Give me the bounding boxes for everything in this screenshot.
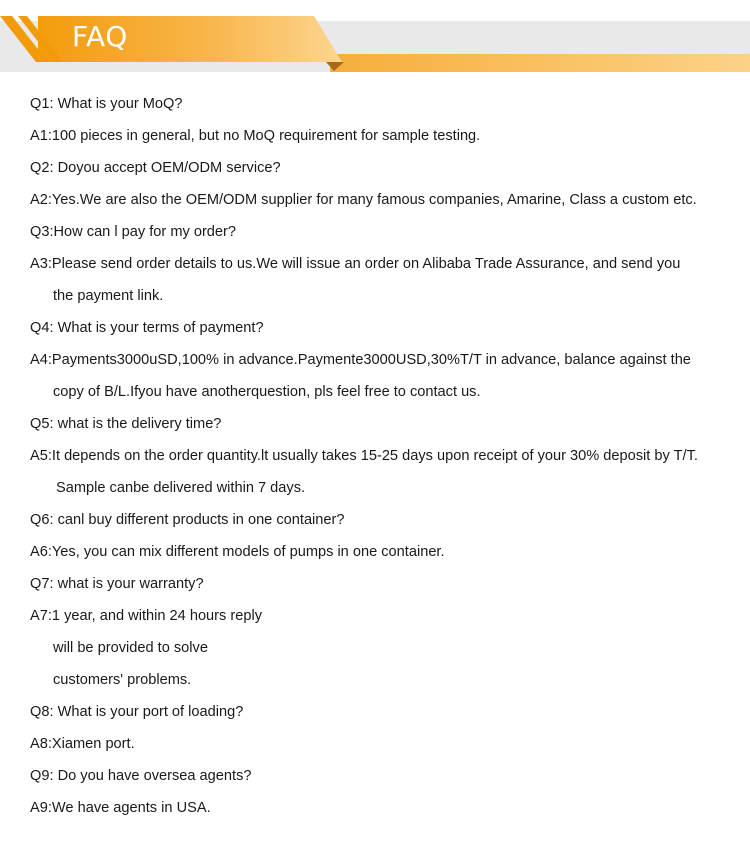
question-1: Q1: What is your MoQ? <box>30 96 183 112</box>
answer-4: A4:Payments3000uSD,100% in advance.Paymente3000USD,30%T/T in advance, balance against the <box>30 352 691 368</box>
answer-6: A6:Yes, you can mix different models of pumps in one container. <box>30 544 445 560</box>
question-9: Q9: Do you have oversea agents? <box>30 768 252 784</box>
answer-7-continued-2: customers' problems. <box>53 672 192 688</box>
answer-5: A5:It depends on the order quantity.lt usually takes 15-25 days upon receipt of your 30% deposit by T/T. <box>30 448 698 464</box>
answer-2: A2:Yes.We are also the OEM/ODM supplier for many famous companies, Amarine, Class a custom etc. <box>30 192 697 208</box>
question-7: Q7: what is your warranty? <box>30 576 204 592</box>
answer-3: A3:Please send order details to us.We will issue an order on Alibaba Trade Assurance, and send you <box>30 256 681 272</box>
question-8: Q8: What is your port of loading? <box>30 704 244 720</box>
question-5: Q5: what is the delivery time? <box>30 416 222 432</box>
faq-banner <box>0 0 750 80</box>
answer-3-continued: the payment link. <box>53 288 164 304</box>
answer-7: A7:1 year, and within 24 hours reply <box>30 608 263 624</box>
question-4: Q4: What is your terms of payment? <box>30 320 264 336</box>
answer-5-continued: Sample canbe delivered within 7 days. <box>56 480 306 496</box>
faq-list <box>30 88 740 824</box>
answer-8: A8:Xiamen port. <box>30 736 135 752</box>
question-6: Q6: canl buy different products in one container? <box>30 512 345 528</box>
answer-1: A1:100 pieces in general, but no MoQ requirement for sample testing. <box>30 128 481 144</box>
answer-7-continued: will be provided to solve <box>53 640 208 656</box>
page-title: FAQ <box>72 20 128 53</box>
answer-9: A9:We have agents in USA. <box>30 800 211 816</box>
answer-4-continued: copy of B/L.Ifyou have anotherquestion, pls feel free to contact us. <box>53 384 481 400</box>
question-2: Q2: Doyou accept OEM/ODM service? <box>30 160 281 176</box>
orange-band <box>330 54 750 72</box>
question-3: Q3:How can l pay for my order? <box>30 224 237 240</box>
